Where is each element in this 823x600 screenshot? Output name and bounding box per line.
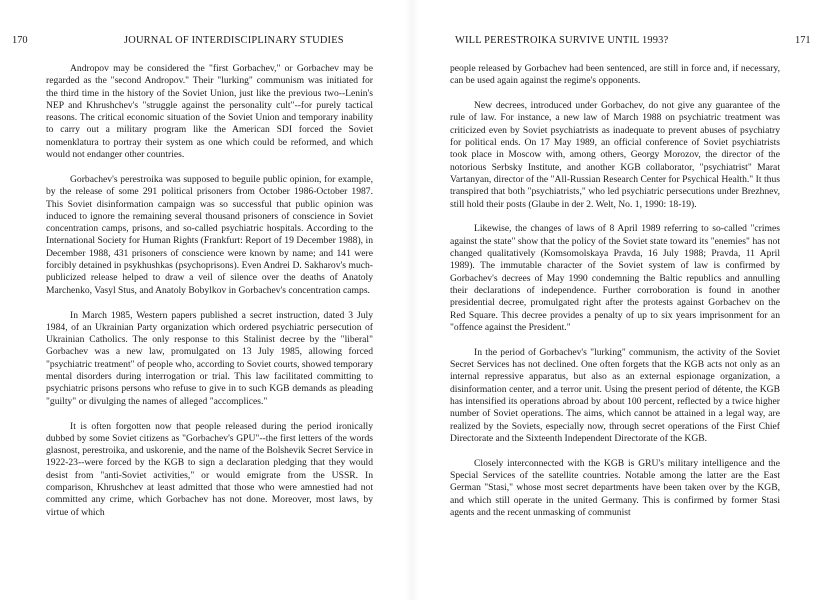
paragraph: In March 1985, Western papers published a secret instruction, dated 3 July 1984, of an Ukrainian Party organization which ordered psychiatric persecution of Ukrainian Catholics. The only response to this Stalinist decree by the "liberal" Gorbachev was a new law, promulgated on 13 July 1985, allowing forced "psychiatric treatment" of people who, according to Soviet courts, showed temporary mental disorders during interrogation or trial. This law facilitated committing to psychiatric prisons persons who refuse to give in to such KGB demands as pleading "guilty" or divulging the names of alleged "accomplices." <box>46 309 373 407</box>
paragraph: Likewise, the changes of laws of 8 April 1989 referring to so-called "crimes against the state" show that the policy of the Soviet state toward its "enemies" has not changed qualitatively (Komsomolskaya Pravda, 16 July 1988; Pravda, 11 April 1989). The immutable character of the Soviet system of law is confirmed by Gorbachev's decrees of May 1990 condemning the Baltic republics and annulling their declarations of independence. Further corroboration is found in another presidential decree, promulgated right after the protests against Gorbachev on the Red Square. This decree provides a penalty of up to six years imprisonment for an "offence against the President." <box>450 223 780 333</box>
paragraph: people released by Gorbachev had been sentenced, are still in force and, if necessary, can be used again against the regime's opponents. <box>450 63 780 87</box>
paragraph: New decrees, introduced under Gorbachev, do not give any guarantee of the rule of law. For instance, a new law of March 1988 on psychiatric treatment was criticized even by Soviet psychiatrists as inadequate to prevent abuses of psychiatry for political ends. On 17 May 1989, an official conference of Soviet psychiatrists took place in Moscow with, among others, Georgy Morozov, the director of the notorious Serbsky Institute, and another KGB collaborator, "psychiatrist" Marat Vartanyan, director of the "All-Russian Research Center for Psychical Health." It thus transpired that both "psychiatrists," who led psychiatric persecutions under Brezhnev, still hold their posts (Glaube in der 2. Welt, No. 1, 1990: 18-19). <box>450 100 780 210</box>
text-column <box>46 63 373 531</box>
text-column <box>450 63 780 532</box>
paragraph: Closely interconnected with the KGB is GRU's military intelligence and the Special Services of the satellite countries. Notable among the latter are the East German "Stasi," whose most secret departments have been taken over by the KGB, and which still operate in the united Germany. This is confirmed by former Stasi agents and the recent unmasking of communist <box>450 457 780 518</box>
paragraph: It is often forgotten now that people released during the period ironically dubbed by some Soviet citizens as "Gorbachev's GPU"--the first letters of the words glasnost, perestroika, and uskorenie, and the name of the Bolshevik Secret Service in 1922-23--were forced by the KGB to sign a declaration pledging that they would desist from "anti-Soviet activities," or would emigrate from the USSR. In comparison, Khrushchev at least admitted that those who were amnestied had not committed any crime, which Gorbachev has not done. Moreover, most laws, by virtue of which <box>46 420 373 518</box>
paragraph: Gorbachev's perestroika was supposed to beguile public opinion, for example, by the release of some 291 political prisoners from October 1986-October 1987. This Soviet disinformation campaign was so successful that public opinion was induced to ignore the remaining several thousand prisoners of conscience in Soviet concentration camps, prisons, and so-called psychiatric hospitals. According to the International Society for Human Rights (Frankfurt: Report of 19 December 1988), in December 1988, 431 prisoners of conscience were known by name; and 141 were forcibly detained in psykhushkas (psychoprisons). Even Andrei D. Sakharov's much-publicized release helped to draw a veil of silence over the deaths of Anatoly Marchenko, Vasyl Stus, and Anatoly Bobylkov in Gorbachev's concentration camps. <box>46 173 373 296</box>
paragraph: In the period of Gorbachev's "lurking" communism, the activity of the Soviet Secret Services has not declined. One often forgets that the KGB acts not only as an internal repressive apparatus, but also as an external espionage organization, a disinformation center, and a terror unit. Using the present period of détente, the KGB has intensified its operations abroad by about 100 percent, reflected by a twice higher number of Soviet operations. The aims, which cannot be attained in a legal way, are realized by the Soviets, especially now, through secret operations of the First Chief Directorate and the Sixteenth Independent Directorate of the KGB. <box>450 346 780 444</box>
paragraph: Andropov may be considered the "first Gorbachev," or Gorbachev may be regarded as the "second Andropov." Their "lurking" communism was initiated for the third time in the history of the Soviet Union, just like the previous two--Lenin's NEP and Khrushchev's "struggle against the personality cult"--for purely tactical reasons. The critical economic situation of the Soviet Union and temporary inability to carry out a military program like the American SDI forced the Soviet nomenklatura to portray their system as one which could be reformed, and which would not endanger other countries. <box>46 63 373 161</box>
right-page <box>412 0 823 600</box>
page-number: 171 <box>795 35 811 46</box>
running-head: WILL PERESTROIKA SURVIVE UNTIL 1993? <box>455 35 669 46</box>
page-number: 170 <box>12 35 28 46</box>
running-head: JOURNAL OF INTERDISCIPLINARY STUDIES <box>124 35 344 46</box>
